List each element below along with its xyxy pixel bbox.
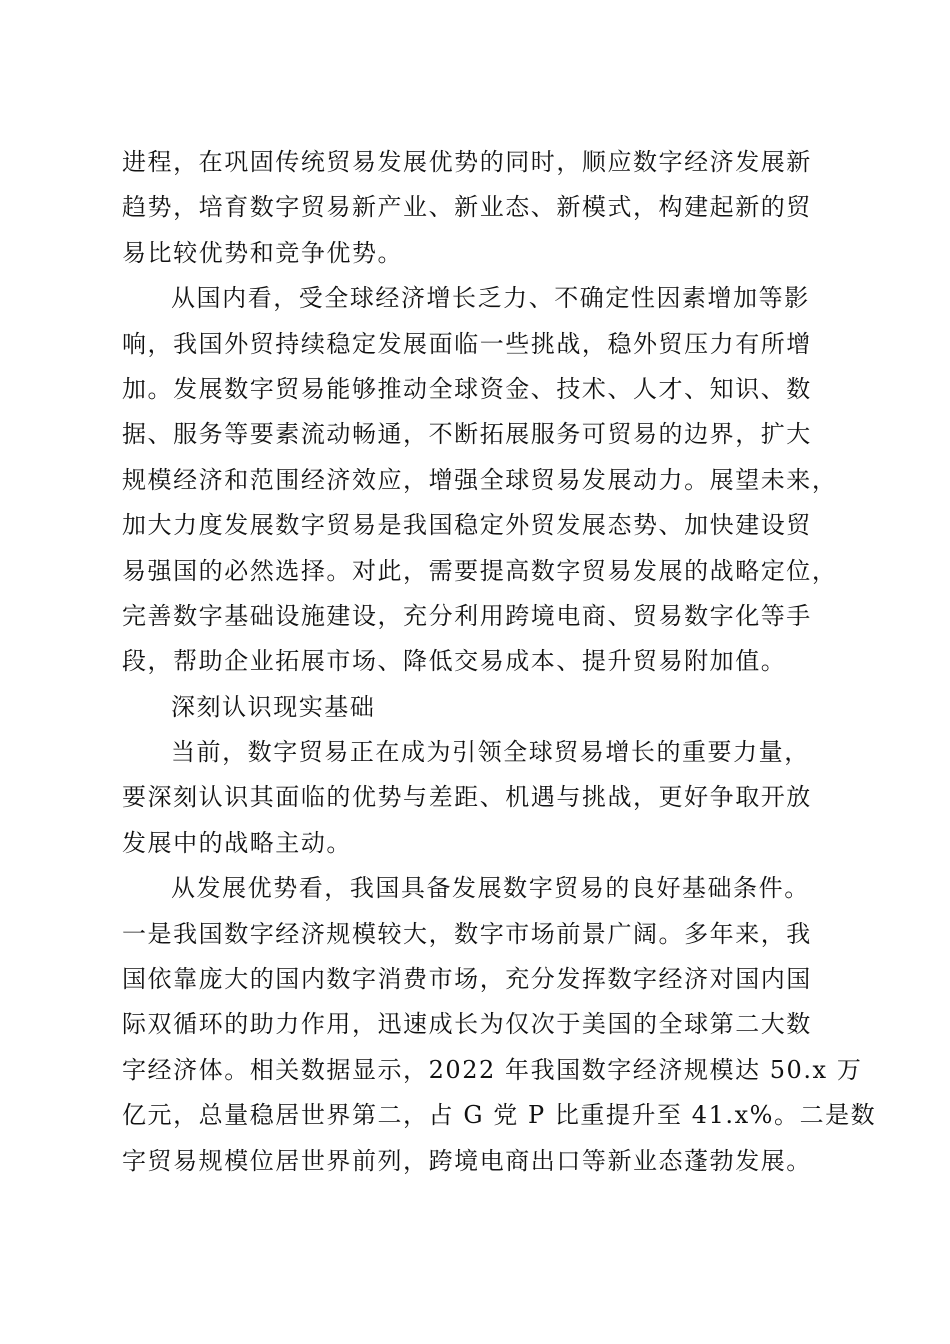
text-line: 完善数字基础设施建设，充分利用跨境电商、贸易数字化等手 [122, 601, 812, 630]
text-line: 响，我国外贸持续稳定发展面临一些挑战，稳外贸压力有所增 [122, 329, 812, 358]
paragraph-first-line: 当前，数字贸易正在成为引领全球贸易增长的重要力量， [171, 738, 810, 767]
text-line: 字贸易规模位居世界前列，跨境电商出口等新业态蓬勃发展。 [122, 1146, 812, 1175]
text-line: 发展中的战略主动。 [122, 828, 352, 857]
text-line: 际双循环的助力作用，迅速成长为仅次于美国的全球第二大数 [122, 1010, 812, 1039]
text-line: 据、服务等要素流动畅通，不断拓展服务可贸易的边界，扩大 [122, 420, 812, 449]
text-line: 要深刻认识其面临的优势与差距、机遇与挑战，更好争取开放 [122, 783, 812, 812]
paragraph-first-line: 深刻认识现实基础 [171, 692, 376, 721]
text-line: 加。发展数字贸易能够推动全球资金、技术、人才、知识、数 [122, 374, 812, 403]
text-line: 字经济体。相关数据显示，2022 年我国数字经济规模达 50.x 万 [122, 1055, 863, 1084]
text-line: 一是我国数字经济规模较大，数字市场前景广阔。多年来，我 [122, 919, 812, 948]
text-line: 进程，在巩固传统贸易发展优势的同时，顺应数字经济发展新 [122, 148, 812, 176]
text-line: 易比较优势和竞争优势。 [122, 238, 404, 267]
text-line: 加大力度发展数字贸易是我国稳定外贸发展态势、加快建设贸 [122, 511, 812, 540]
text-line: 亿元，总量稳居世界第二，占 G 党 P 比重提升至 41.x%。二是数 [122, 1101, 877, 1130]
text-line: 段，帮助企业拓展市场、降低交易成本、提升贸易附加值。 [122, 647, 787, 676]
text-line: 国依靠庞大的国内数字消费市场，充分发挥数字经济对国内国 [122, 965, 812, 994]
text-line: 易强国的必然选择。对此，需要提高数字贸易发展的战略定位， [122, 556, 838, 585]
text-line: 规模经济和范围经济效应，增强全球贸易发展动力。展望未来， [122, 465, 838, 494]
document-body [122, 140, 877, 1184]
paragraph-first-line: 从发展优势看，我国具备发展数字贸易的良好基础条件。 [171, 874, 810, 903]
text-line: 趋势，培育数字贸易新产业、新业态、新模式，构建起新的贸 [122, 193, 812, 222]
paragraph-first-line: 从国内看，受全球经济增长乏力、不确定性因素增加等影 [171, 284, 810, 313]
